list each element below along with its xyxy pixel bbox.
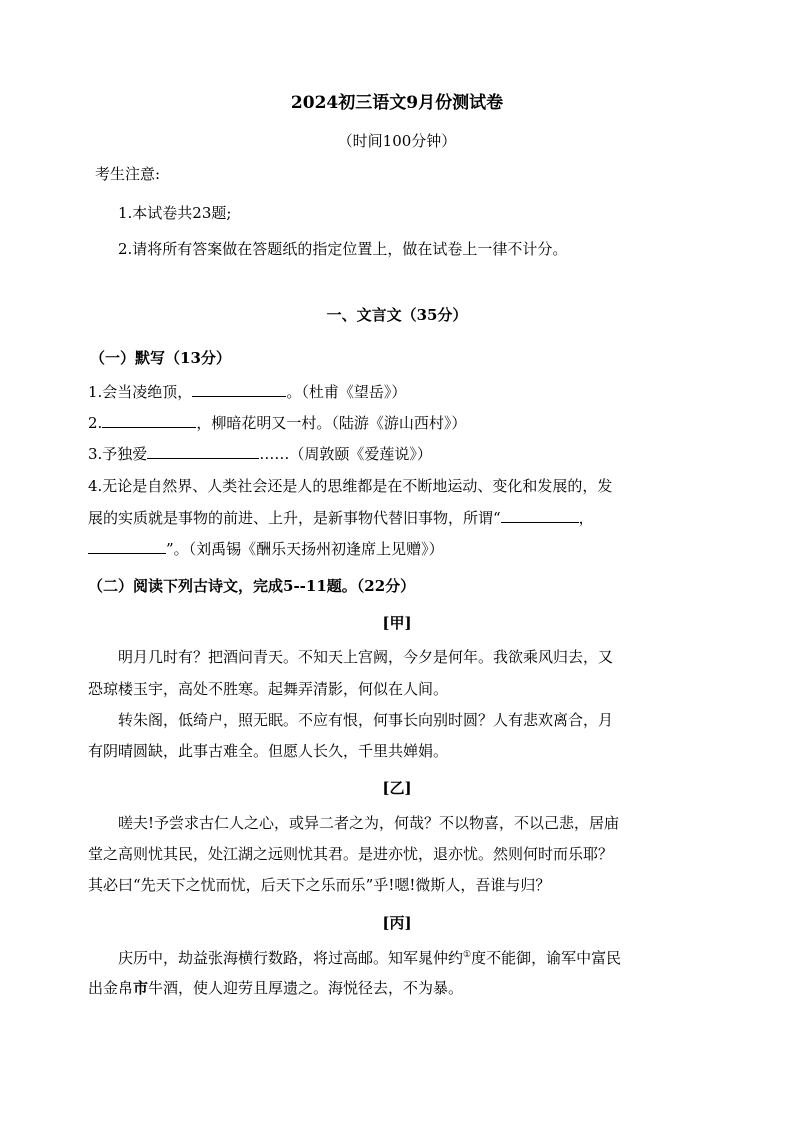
q3-prefix: 3.予独爱 bbox=[88, 445, 148, 463]
q3-answer-blank[interactable] bbox=[147, 443, 259, 459]
passage-bing-label: [丙] bbox=[382, 914, 412, 932]
rule-2: 2.请将所有答案做在答题纸的指定位置上，做在试卷上一律不计分。 bbox=[118, 240, 568, 258]
part1-title: （一）默写（13分） bbox=[90, 349, 231, 367]
yi-line-2: 堂之高则忧其民，处江湖之远则忧其君。是进亦忧，退亦忧。然则何时而乐耶？ bbox=[88, 845, 614, 863]
yi-line-3: 其必曰“先天下之忧而忧，后天下之乐而乐”乎!嗯!微斯人，吾谁与归？ bbox=[88, 876, 551, 894]
question-4-line2 bbox=[88, 507, 594, 528]
q4-suffix: ”。（刘禹锡《酬乐天扬州初逢席上见赠》） bbox=[166, 540, 444, 558]
bing-line-2-prefix: 出金帛 bbox=[88, 979, 134, 997]
part2-title: （二）阅读下列古诗文，完成5--11题。（22分） bbox=[88, 577, 416, 595]
bing-line-1 bbox=[118, 947, 621, 968]
bing-line-1-suffix: 度不能御，谕军中富民 bbox=[471, 949, 622, 967]
q4-comma: ， bbox=[578, 509, 594, 527]
q3-suffix: ……（周敦颐《爱莲说》） bbox=[259, 445, 432, 463]
footnote-marker: ① bbox=[463, 950, 472, 960]
jia-line-2: 恐琼楼玉宇，高处不胜寒。起舞弄清影，何似在人间。 bbox=[88, 680, 449, 698]
q4-answer-blank-1[interactable] bbox=[501, 507, 579, 523]
bing-key-word: 市 bbox=[133, 979, 149, 997]
bing-line-2-suffix: 牛酒，使人迎劳且厚遗之。海悦径去，不为暴。 bbox=[148, 979, 464, 997]
question-4-line1: 4.无论是自然界、人类社会还是人的思维都是在不断地运动、变化和发展的，发 bbox=[88, 477, 613, 495]
rule-1: 1.本试卷共23题; bbox=[118, 204, 232, 222]
q1-answer-blank[interactable] bbox=[192, 381, 286, 397]
question-2 bbox=[88, 412, 466, 433]
question-4-line3 bbox=[88, 538, 444, 559]
q1-suffix: 。（杜甫《望岳》） bbox=[286, 383, 407, 401]
q4-answer-blank-2[interactable] bbox=[88, 538, 166, 554]
q4-prefix: 展的实质就是事物的前进、上升，是新事物代替旧事物，所谓“ bbox=[88, 509, 501, 527]
question-1 bbox=[88, 381, 406, 402]
bing-line-1-prefix: 庆历中，劫益张海横行数路，将过高邮。知军晁仲约 bbox=[118, 949, 464, 967]
jia-line-3: 转朱阁，低绮户，照无眠。不应有恨，何事长向别时圆？人有悲欢离合，月 bbox=[118, 711, 614, 729]
q1-prefix: 1.会当凌绝顶， bbox=[88, 383, 193, 401]
notice-label: 考生注意: bbox=[95, 165, 161, 183]
jia-line-4: 有阴晴圆缺，此事古难全。但愿人长久，千里共婵娟。 bbox=[88, 742, 449, 760]
time-note: （时间100分钟） bbox=[337, 132, 457, 150]
exam-title: 2024初三语文9月份测试卷 bbox=[290, 93, 504, 113]
q2-answer-blank[interactable] bbox=[102, 412, 196, 428]
q2-prefix: 2. bbox=[88, 414, 103, 432]
question-3 bbox=[88, 443, 432, 464]
section-title: 一、文言文（35分） bbox=[326, 306, 468, 324]
bing-line-2 bbox=[88, 977, 463, 998]
passage-jia-label: [甲] bbox=[382, 614, 412, 632]
q2-suffix: ，柳暗花明又一村。（陆游《游山西村》） bbox=[196, 414, 467, 432]
passage-yi-label: [乙] bbox=[382, 779, 412, 797]
yi-line-1: 嗟夫!予尝求古仁人之心，或异二者之为，何哉？不以物喜，不以己悲，居庙 bbox=[118, 814, 620, 832]
jia-line-1: 明月几时有？把酒问青天。不知天上宫阙，今夕是何年。我欲乘风归去，又 bbox=[118, 648, 614, 666]
